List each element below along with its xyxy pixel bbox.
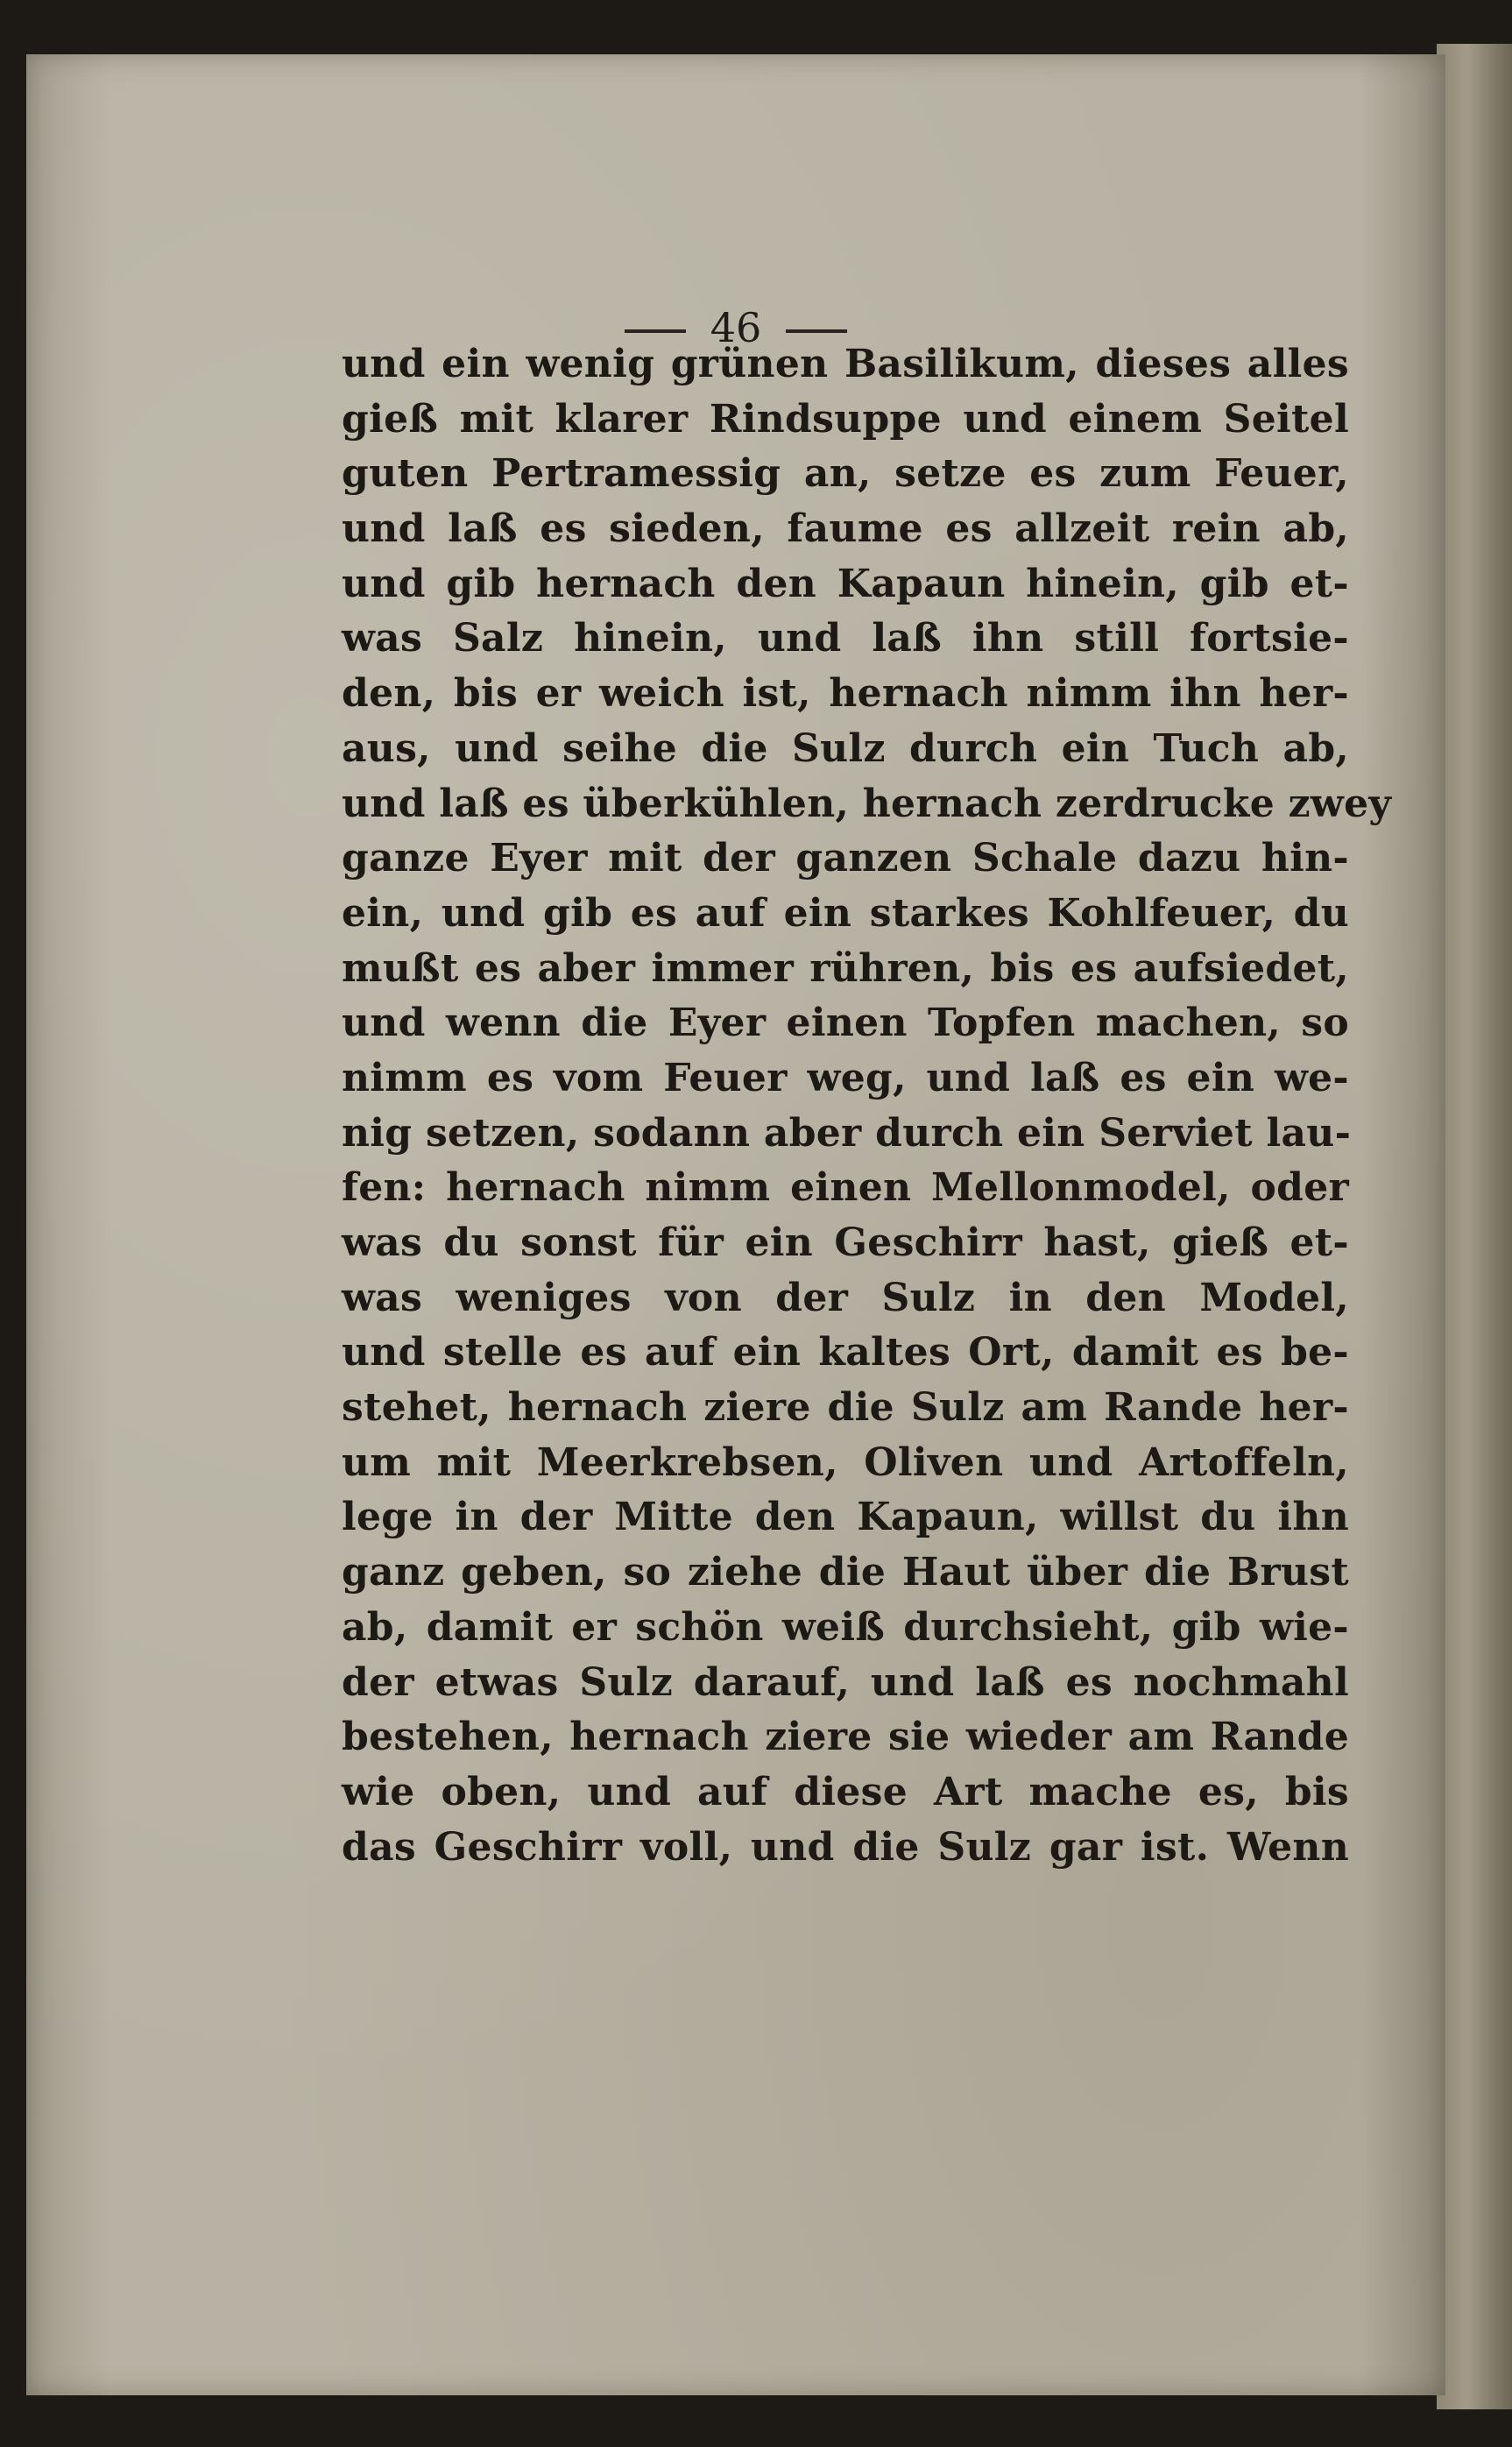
text-line: und laß es sieden, faume es allzeit rein ab,: [342, 506, 1349, 552]
text-line: was Salz hinein, und laß ihn still fortsie-: [342, 616, 1349, 661]
header-dash-left: [625, 329, 686, 333]
text-line: das Geschirr voll, und die Sulz gar ist. Wenn: [342, 1824, 1349, 1870]
text-line: der etwas Sulz darauf, und laß es nochmahl: [342, 1659, 1349, 1705]
body-text: [342, 337, 1392, 1875]
text-line: und stelle es auf ein kaltes Ort, damit es be-: [342, 1330, 1349, 1376]
text-line: ab, damit er schön weiß durchsieht, gib wie-: [342, 1604, 1349, 1650]
text-line: wie oben, und auf diese Art mache es, bis: [342, 1769, 1349, 1814]
text-line: und ein wenig grünen Basilikum, dieses alles: [342, 342, 1349, 386]
text-line: ganz geben, so ziehe die Haut über die Brust: [342, 1550, 1349, 1595]
text-line: ein, und gib es auf ein starkes Kohlfeuer, du: [342, 890, 1349, 936]
text-line: bestehen, hernach ziere sie wieder am Rande: [342, 1715, 1349, 1760]
text-line: und laß es überkühlen, hernach zerdrucke zwey: [342, 781, 1392, 826]
text-line: den, bis er weich ist, hernach nimm ihn her-: [342, 671, 1349, 717]
text-line: was du sonst für ein Geschirr hast, gieß et-: [342, 1220, 1349, 1265]
page-number: 46: [710, 304, 762, 351]
text-line: lege in der Mitte den Kapaun, willst du ihn: [342, 1495, 1349, 1540]
text-line: guten Pertramessig an, setze es zum Feuer,: [342, 451, 1349, 497]
text-line: ganze Eyer mit der ganzen Schale dazu hin-: [342, 836, 1349, 881]
next-page-edge: [1437, 44, 1512, 2409]
text-line: nimm es vom Feuer weg, und laß es ein we-: [342, 1055, 1349, 1100]
text-line: gieß mit klarer Rindsuppe und einem Seitel: [342, 396, 1349, 442]
text-line: und wenn die Eyer einen Topfen machen, so: [342, 1001, 1349, 1046]
text-line: und gib hernach den Kapaun hinein, gib et-: [342, 561, 1349, 606]
text-line: was weniges von der Sulz in den Model,: [342, 1275, 1349, 1320]
header-dash-right: [786, 329, 847, 333]
text-line: nig setzen, sodann aber durch ein Serviet lau-: [342, 1110, 1352, 1156]
text-line: um mit Meerkrebsen, Oliven und Artoffeln,: [342, 1439, 1349, 1485]
text-line: aus, und seihe die Sulz durch ein Tuch ab,: [342, 725, 1349, 771]
text-line: fen: hernach nimm einen Mellonmodel, oder: [342, 1165, 1349, 1211]
text-line: stehet, hernach ziere die Sulz am Rande her-: [342, 1385, 1349, 1431]
text-line: mußt es aber immer rühren, bis es aufsiedet,: [342, 945, 1349, 991]
